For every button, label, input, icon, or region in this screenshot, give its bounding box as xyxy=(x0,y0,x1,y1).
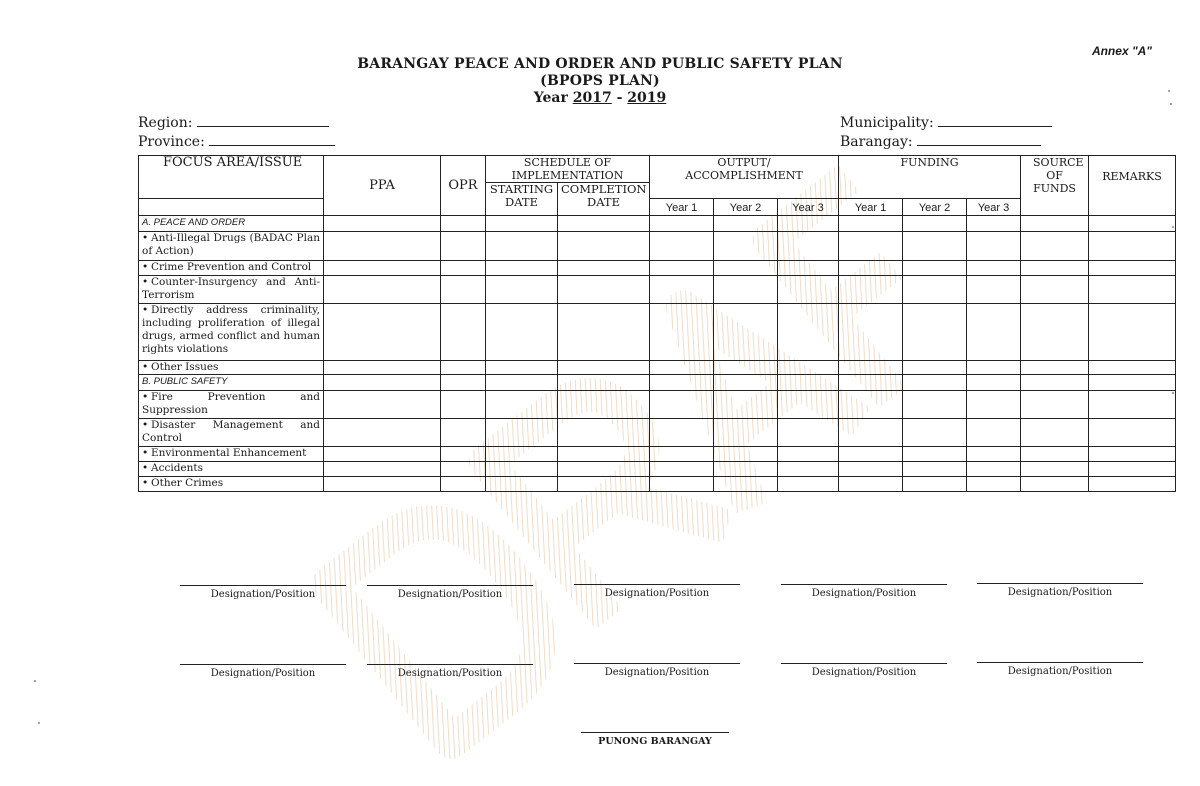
header-remarks: REMARKS xyxy=(1089,156,1176,216)
year-separator: - xyxy=(616,90,623,106)
header-output: OUTPUT/ ACCOMPLISHMENT xyxy=(650,156,839,199)
annex-label: Annex "A" xyxy=(1091,44,1152,58)
region-field[interactable] xyxy=(138,113,335,132)
table-row xyxy=(139,419,1176,447)
table-row xyxy=(139,477,1176,492)
scan-speck xyxy=(38,722,40,724)
signature-line[interactable]: Designation/Position xyxy=(180,664,346,679)
section-peace-and-order: A. PEACE AND ORDER xyxy=(139,216,324,232)
region-label: Region: xyxy=(138,115,193,131)
region-blank[interactable] xyxy=(197,113,329,127)
signature-line[interactable]: Designation/Position xyxy=(367,664,533,679)
punong-barangay-signature[interactable]: PUNONG BARANGAY xyxy=(581,732,729,747)
scan-speck xyxy=(1172,226,1174,228)
header-ppa: PPA xyxy=(324,156,441,216)
focus-item: • Fire Prevention and Suppression xyxy=(139,391,324,419)
header-output-year2: Year 2 xyxy=(714,199,778,216)
focus-item: • Disaster Management and Control xyxy=(139,419,324,447)
section-row xyxy=(139,216,1176,232)
location-fields-left xyxy=(138,113,335,151)
table-row xyxy=(139,304,1176,361)
scan-speck xyxy=(34,680,36,682)
table-row xyxy=(139,232,1176,261)
focus-item: • Counter-Insurgency and Anti-Terrorism xyxy=(139,276,324,304)
bpops-plan-table xyxy=(138,155,1176,492)
municipality-blank[interactable] xyxy=(938,113,1052,127)
title-line-2: (BPOPS PLAN) xyxy=(540,73,660,89)
document-title xyxy=(0,56,1200,107)
title-line-1: BARANGAY PEACE AND ORDER AND PUBLIC SAFETY PLAN xyxy=(357,56,843,72)
header-focus-area: FOCUS AREA/ISSUE xyxy=(139,156,324,199)
focus-item: • Environmental Enhancement xyxy=(139,447,324,462)
province-field[interactable] xyxy=(138,132,335,151)
barangay-blank[interactable] xyxy=(917,132,1041,146)
table-row xyxy=(139,261,1176,276)
signature-line[interactable]: Designation/Position xyxy=(574,663,740,678)
scan-speck xyxy=(1168,90,1170,92)
focus-item: • Anti-Illegal Drugs (BADAC Plan of Action) xyxy=(139,232,324,261)
header-output-year1: Year 1 xyxy=(650,199,714,216)
signature-line[interactable]: Designation/Position xyxy=(977,583,1143,598)
table-row xyxy=(139,462,1176,477)
table-row xyxy=(139,276,1176,304)
focus-item: • Other Crimes xyxy=(139,477,324,492)
year-line xyxy=(0,90,1200,107)
municipality-label: Municipality: xyxy=(840,115,934,131)
scan-speck xyxy=(1172,392,1174,394)
signature-line[interactable]: Designation/Position xyxy=(977,662,1143,677)
province-label: Province: xyxy=(138,134,205,150)
header-funding: FUNDING xyxy=(839,156,1021,199)
focus-item: • Accidents xyxy=(139,462,324,477)
province-blank[interactable] xyxy=(209,132,335,146)
municipality-field[interactable] xyxy=(840,113,1052,132)
location-fields-right xyxy=(840,113,1052,151)
year-label: Year xyxy=(533,90,568,106)
focus-item: • Crime Prevention and Control xyxy=(139,261,324,276)
header-output-year3: Year 3 xyxy=(778,199,839,216)
signature-line[interactable]: Designation/Position xyxy=(781,663,947,678)
header-funding-year2: Year 2 xyxy=(903,199,967,216)
section-public-safety: B. PUBLIC SAFETY xyxy=(139,375,324,391)
signature-line[interactable]: Designation/Position xyxy=(180,585,346,600)
year-end: 2019 xyxy=(627,90,667,106)
barangay-field[interactable] xyxy=(840,132,1052,151)
focus-item: • Directly address criminality, including proliferation of illegal drugs, armed conflict and human rights violations xyxy=(139,304,324,361)
header-funding-year3: Year 3 xyxy=(967,199,1021,216)
header-completion-date: COMPLETION DATE xyxy=(558,183,650,216)
table-row xyxy=(139,391,1176,419)
signature-line[interactable]: Designation/Position xyxy=(367,585,533,600)
signature-line[interactable]: Designation/Position xyxy=(781,584,947,599)
header-opr: OPR xyxy=(441,156,486,216)
header-source-of-funds: SOURCE OF FUNDS xyxy=(1021,156,1089,216)
header-focus-spacer xyxy=(139,199,324,216)
header-schedule: SCHEDULE OF IMPLEMENTATION xyxy=(486,156,650,183)
barangay-label: Barangay: xyxy=(840,134,913,150)
section-row xyxy=(139,375,1176,391)
year-start: 2017 xyxy=(572,90,612,106)
header-funding-year1: Year 1 xyxy=(839,199,903,216)
table-row xyxy=(139,447,1176,462)
focus-item: • Other Issues xyxy=(139,361,324,375)
table-row xyxy=(139,361,1176,375)
header-starting-date: STARTING DATE xyxy=(486,183,558,216)
signature-line[interactable]: Designation/Position xyxy=(574,584,740,599)
scan-speck xyxy=(1170,103,1172,105)
